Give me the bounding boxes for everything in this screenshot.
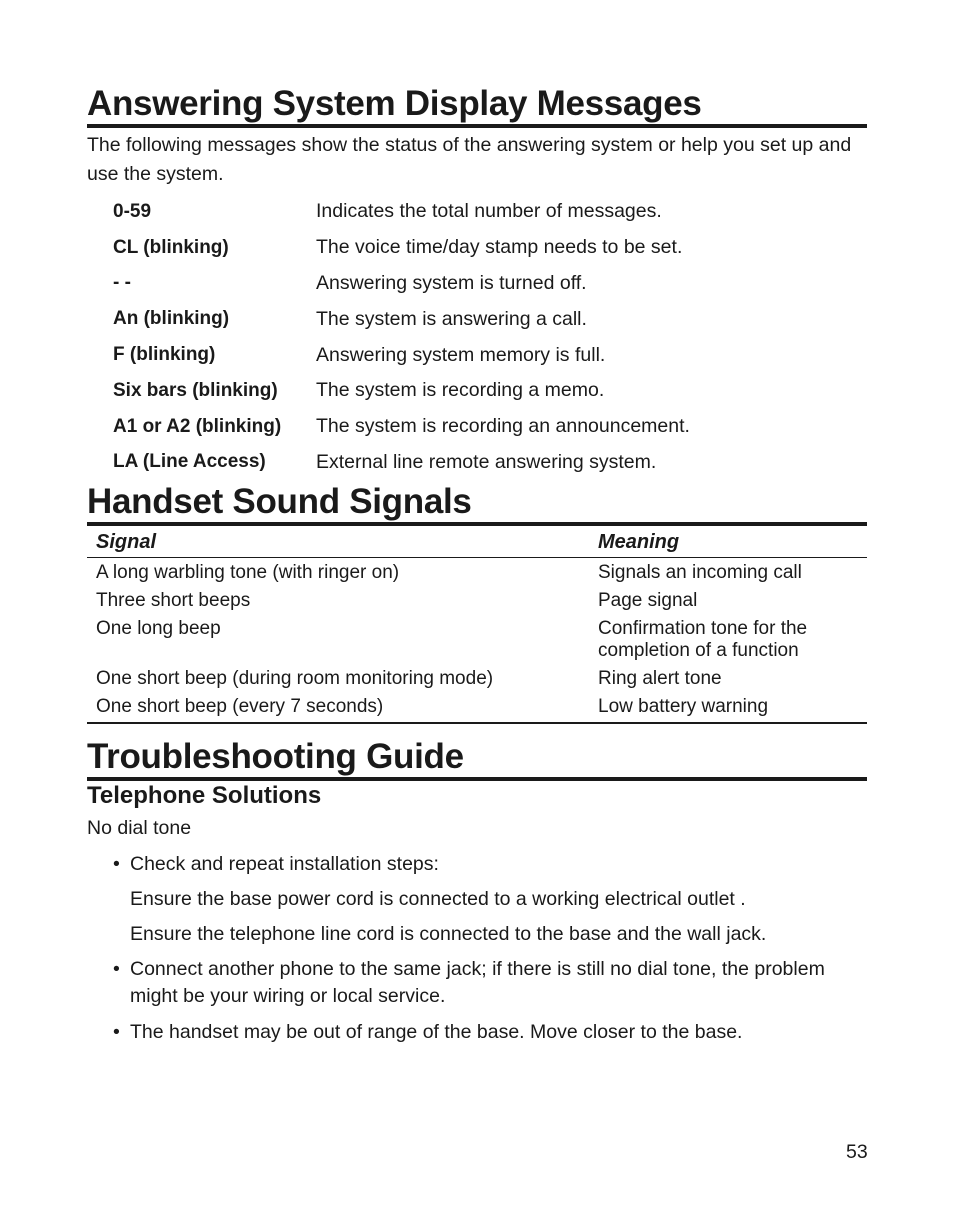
message-row xyxy=(113,409,853,445)
message-code: - - xyxy=(113,272,131,294)
message-description: The system is answering a call. xyxy=(316,307,587,330)
message-description: The system is recording a memo. xyxy=(316,379,605,402)
meaning-cell: Ring alert tone xyxy=(598,668,722,689)
message-code: LA (Line Access) xyxy=(113,451,266,473)
message-code: An (blinking) xyxy=(113,308,230,330)
meaning-cell: Confirmation tone for the completion of a function xyxy=(598,618,808,661)
signal-cell: A long warbling tone (with ringer on) xyxy=(96,562,400,583)
message-code: 0-59 xyxy=(113,200,152,222)
list-item-text: Connect another phone to the same jack; if there is still no dial tone, the problem might be your wiring or local service. xyxy=(130,958,825,1007)
section-title-answering-messages: Answering System Display Messages xyxy=(87,84,867,128)
message-description: Indicates the total number of messages. xyxy=(316,200,662,223)
table-row xyxy=(87,587,867,615)
meaning-cell: Low battery warning xyxy=(598,696,769,717)
solution-list xyxy=(113,851,868,1046)
table-row xyxy=(87,615,867,665)
message-description: Answering system is turned off. xyxy=(316,271,587,294)
sound-signals-table xyxy=(87,527,867,724)
signal-cell: One short beep (every 7 seconds) xyxy=(96,696,384,717)
meaning-cell: Page signal xyxy=(598,590,698,611)
header-signal: Signal xyxy=(96,530,157,553)
meaning-cell: Signals an incoming call xyxy=(598,562,802,583)
display-messages-table xyxy=(113,194,853,480)
message-row xyxy=(113,445,853,481)
signal-cell: One long beep xyxy=(96,618,221,639)
table-row xyxy=(87,665,867,693)
message-code: Six bars (blinking) xyxy=(113,379,278,401)
list-item xyxy=(113,956,868,1010)
message-row xyxy=(113,337,853,373)
signal-cell: One short beep (during room monitoring mode) xyxy=(96,668,494,689)
sub-step: Ensure the telephone line cord is connected to the base and the wall jack. xyxy=(130,923,767,945)
table-row xyxy=(87,693,867,721)
message-row xyxy=(113,373,853,409)
list-item xyxy=(113,1019,868,1046)
list-item-text: Check and repeat installation steps: xyxy=(130,853,439,875)
section-title-troubleshooting: Troubleshooting Guide xyxy=(87,737,867,781)
table-bottom-rule xyxy=(87,721,867,724)
message-description: External line remote answering system. xyxy=(316,450,657,473)
message-row xyxy=(113,266,853,302)
message-description: The system is recording an announcement. xyxy=(316,415,690,438)
sub-step: Ensure the base power cord is connected to a working electrical outlet . xyxy=(130,888,746,910)
list-item-text: The handset may be out of range of the base. Move closer to the base. xyxy=(130,1021,743,1043)
subsection-title: Telephone Solutions xyxy=(87,782,322,809)
table-header-row xyxy=(87,527,867,558)
problem-label: No dial tone xyxy=(87,817,192,839)
message-row xyxy=(113,301,853,337)
list-item xyxy=(113,851,868,878)
message-code: A1 or A2 (blinking) xyxy=(113,415,282,437)
table-row xyxy=(87,558,867,587)
bullet-icon: • xyxy=(113,1021,120,1043)
bullet-icon: • xyxy=(113,958,120,980)
signal-cell: Three short beeps xyxy=(96,590,251,611)
intro-paragraph: The following messages show the status of the answering system or help you set up and use the system. xyxy=(87,134,852,185)
message-description: Answering system memory is full. xyxy=(316,343,606,366)
message-row xyxy=(113,230,853,266)
bullet-icon: • xyxy=(113,853,120,875)
header-meaning: Meaning xyxy=(598,530,680,553)
page-number: 53 xyxy=(846,1141,868,1163)
section-title-sound-signals: Handset Sound Signals xyxy=(87,482,867,526)
message-description: The voice time/day stamp needs to be set. xyxy=(316,236,683,259)
message-code: F (blinking) xyxy=(113,344,216,366)
message-row xyxy=(113,194,853,230)
message-code: CL (blinking) xyxy=(113,236,229,258)
